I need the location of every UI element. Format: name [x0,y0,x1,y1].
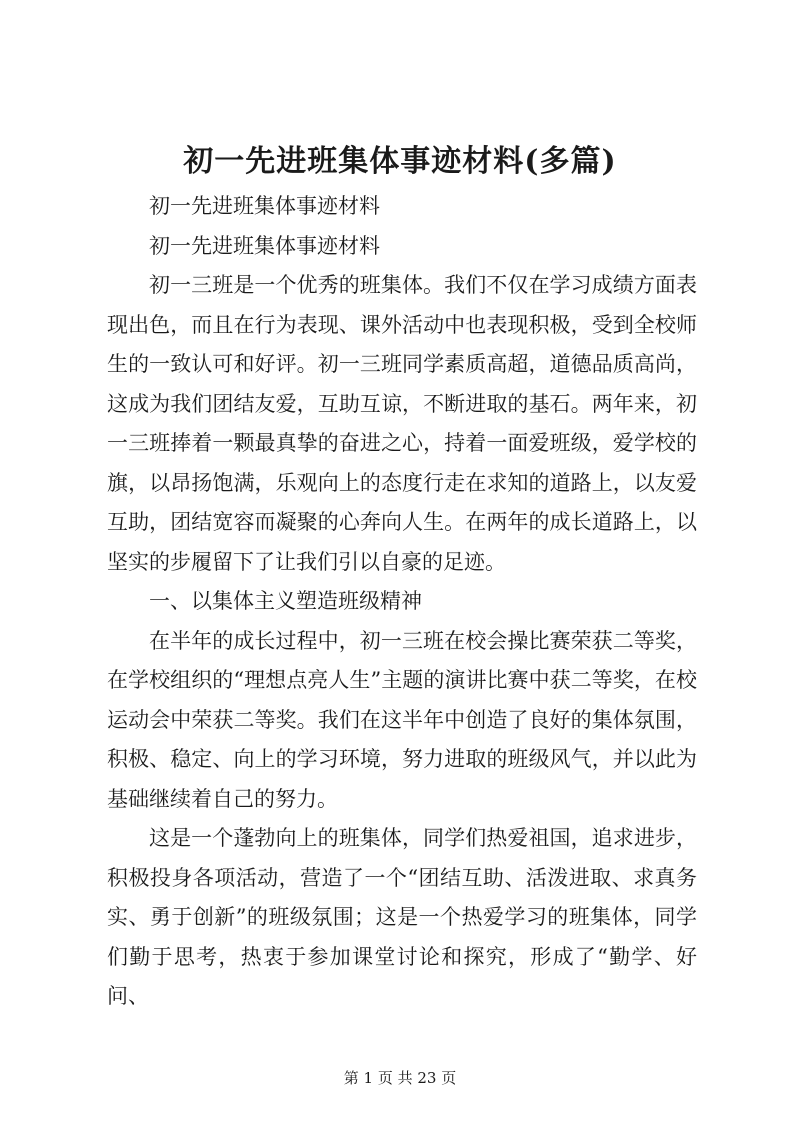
paragraph-heading: 初一先进班集体事迹材料 [149,194,380,218]
document-title: 初一先进班集体事迹材料(多篇) [183,144,617,179]
paragraph-subheading: 初一先进班集体事迹材料 [149,233,380,258]
paragraph-class-atmosphere: 这是一个蓬勃向上的班集体，同学们热爱祖国，追求进步，积极投身各项活动，营造了一个“团结互助、活泼进取、求真务实、勇于创新”的班级氛围；这是一个热爱学习的班集体，同学们勤于思考，热衷于参加课堂讨论和探究，形成了“勤学、好问、 [107,826,697,1008]
paragraph-achievements: 在半年的成长过程中，初一三班在校会操比赛荣获二等奖，在学校组织的“理想点亮人生”主题的演讲比赛中获二等奖，在校运动会中荣获二等奖。我们在这半年中创造了良好的集体氛围，积极、稳定、向上的学习环境，努力进取的班级风气，并以此为基础继续着自己的努力。 [107,628,697,811]
section-heading: 一、以集体主义塑造班级精神 [149,589,422,613]
page-indicator: 第 1 页 共 23 页 [343,1069,457,1087]
paragraph-intro: 初一三班是一个优秀的班集体。我们不仅在学习成绩方面表现出色，而且在行为表现、课外活动中也表现积极，受到全校师生的一致认可和好评。初一三班同学素质高超，道德品质高尚，这成为我们团结友爱，互助互谅，不断进取的基石。两年来，初一三班捧着一颗最真挚的奋进之心，持着一面爱班级，爱学校的旗，以昂扬饱满，乐观向上的态度行走在求知的道路上，以友爱互助，团结宽容而凝聚的心奔向人生。在两年的成长道路上，以坚实的步履留下了让我们引以自豪的足迹。 [107,273,697,574]
document-body [107,187,697,1017]
